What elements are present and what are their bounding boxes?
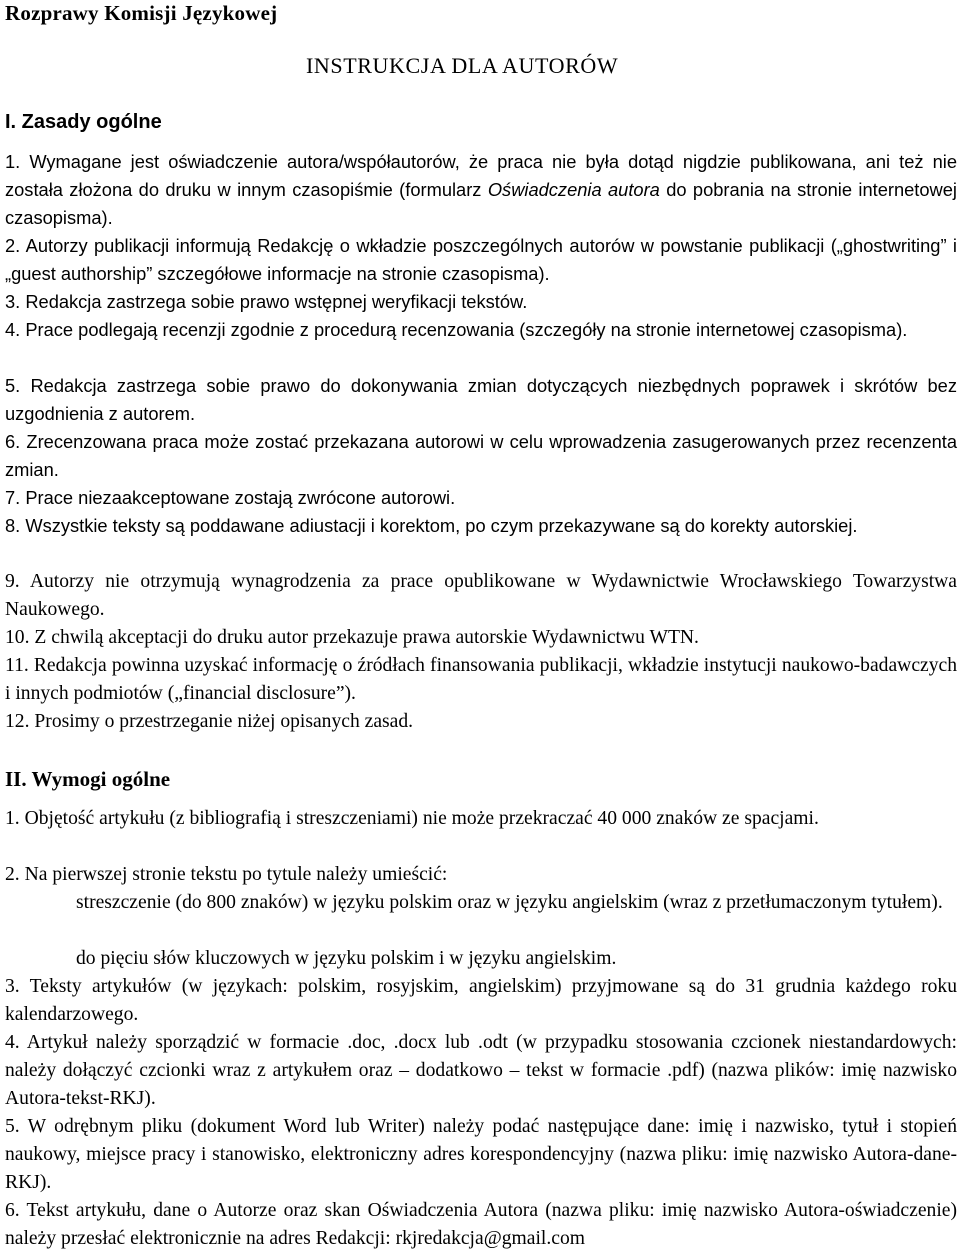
list-item — [5, 1197, 957, 1253]
item-text: do pięciu słów kluczowych w języku polskim i w języku angielskim. — [76, 948, 617, 969]
journal-title: Rozprawy Komisji Językowej — [5, 1, 278, 25]
form-name: Oświadczenia autora — [487, 179, 660, 200]
list-item — [5, 428, 957, 484]
list-item — [5, 568, 957, 624]
item-text: 7. Prace niezaakceptowane zostają zwrócone autorowi. — [5, 487, 456, 508]
list-sub-item — [5, 945, 957, 973]
section-heading-zasady: I. Zasady ogólne — [5, 111, 162, 133]
document-title: INSTRUKCJA DLA AUTORÓW — [306, 53, 619, 78]
list-item — [5, 708, 957, 736]
list-sub-item — [5, 889, 957, 917]
item-text: 6. Tekst artykułu, dane o Autorze oraz skan Oświadczenia Autora (nazwa pliku: imię nazwisko Autora-oświadczenie) należy przesłać elektronicznie na adres Redakcji: rkjredakcja@gmail.com — [5, 1200, 957, 1249]
list-item — [5, 1113, 957, 1197]
list-item — [5, 484, 957, 512]
item-text: streszczenie (do 800 znaków) w języku polskim oraz w języku angielskim (wraz z przetłumaczonym tytułem). — [76, 892, 943, 913]
item-text: 1. Objętość artykułu (z bibliografią i streszczeniami) nie może przekraczać 40 000 znaków ze spacjami. — [5, 808, 819, 829]
item-text: 8. Wszystkie teksty są poddawane adiustacji i korektom, po czym przekazywane są do korekty autorskiej. — [5, 515, 858, 536]
item-text: 5. W odrębnym pliku (dokument Word lub Writer) należy podać następujące dane: imię i nazwisko, tytuł i stopień naukowy, miejsce pracy i stanowisko, elektroniczny adres korespondencyjny (nazwa pliku: imię nazwisko Autora-dane-RKJ). — [5, 1116, 957, 1193]
item-text: 6. Zrecenzowana praca może zostać przekazana autorowi w celu wprowadzenia zasugerowanych przez recenzenta zmian. — [5, 431, 957, 480]
item-text: do pobrania na stronie internetowej czasopisma). — [5, 179, 957, 228]
list-item — [5, 624, 957, 652]
item-text: 3. Redakcja zastrzega sobie prawo wstępnej weryfikacji tekstów. — [5, 291, 528, 312]
item-text: 4. Artykuł należy sporządzić w formacie .doc, .docx lub .odt (w przypadku stosowania czcionek niestandardowych: należy dołączyć czcionki wraz z artykułem oraz – dodatkowo – tekst w formacie .pdf) (nazwa plików: imię nazwisko Autora-tekst-RKJ). — [5, 1032, 957, 1109]
list-item — [5, 288, 957, 316]
item-text: 9. Autorzy nie otrzymują wynagrodzenia za prace opublikowane w Wydawnictwie Wrocławskiego Towarzystwa Naukowego. — [5, 571, 957, 620]
item-text: 11. Redakcja powinna uzyskać informację o źródłach finansowania publikacji, wkładzie instytucji naukowo-badawczych i innych podmiotów („financial disclosure”). — [5, 655, 957, 704]
item-text: 2. Na pierwszej stronie tekstu po tytule należy umieścić: — [5, 864, 448, 885]
item-text: 2. Autorzy publikacji informują Redakcję o wkładzie poszczególnych autorów w powstanie publikacji („ghostwriting” i „guest authorship” szczegółowe informacje na stronie czasopisma). — [5, 235, 957, 284]
item-text: 5. Redakcja zastrzega sobie prawo do dokonywania zmian dotyczących niezbędnych poprawek i skrótów bez uzgodnienia z autorem. — [5, 375, 957, 424]
list-item — [5, 652, 957, 708]
list-item — [5, 148, 957, 232]
item-text: 1. Wymagane jest oświadczenie autora/współautorów, że praca nie była dotąd nigdzie publikowana, ani też nie została złożona do druku w innym czasopiśmie (formularz — [5, 151, 957, 200]
list-item — [5, 861, 957, 889]
item-text: 4. Prace podlegają recenzji zgodnie z procedurą recenzowania (szczegóły na stronie internetowej czasopisma). — [5, 319, 908, 340]
list-item — [5, 316, 957, 344]
section-heading-wymogi: II. Wymogi ogólne — [5, 767, 171, 791]
list-item — [5, 805, 957, 833]
list-item — [5, 232, 957, 288]
list-item — [5, 512, 957, 540]
list-item — [5, 973, 957, 1029]
item-text: 12. Prosimy o przestrzeganie niżej opisanych zasad. — [5, 711, 414, 732]
item-text: 10. Z chwilą akceptacji do druku autor przekazuje prawa autorskie Wydawnictwu WTN. — [5, 627, 699, 648]
list-item — [5, 372, 957, 428]
list-item — [5, 1029, 957, 1113]
item-text: 3. Teksty artykułów (w językach: polskim, rosyjskim, angielskim) przyjmowane są do 31 grudnia każdego roku kalendarzowego. — [5, 976, 957, 1025]
